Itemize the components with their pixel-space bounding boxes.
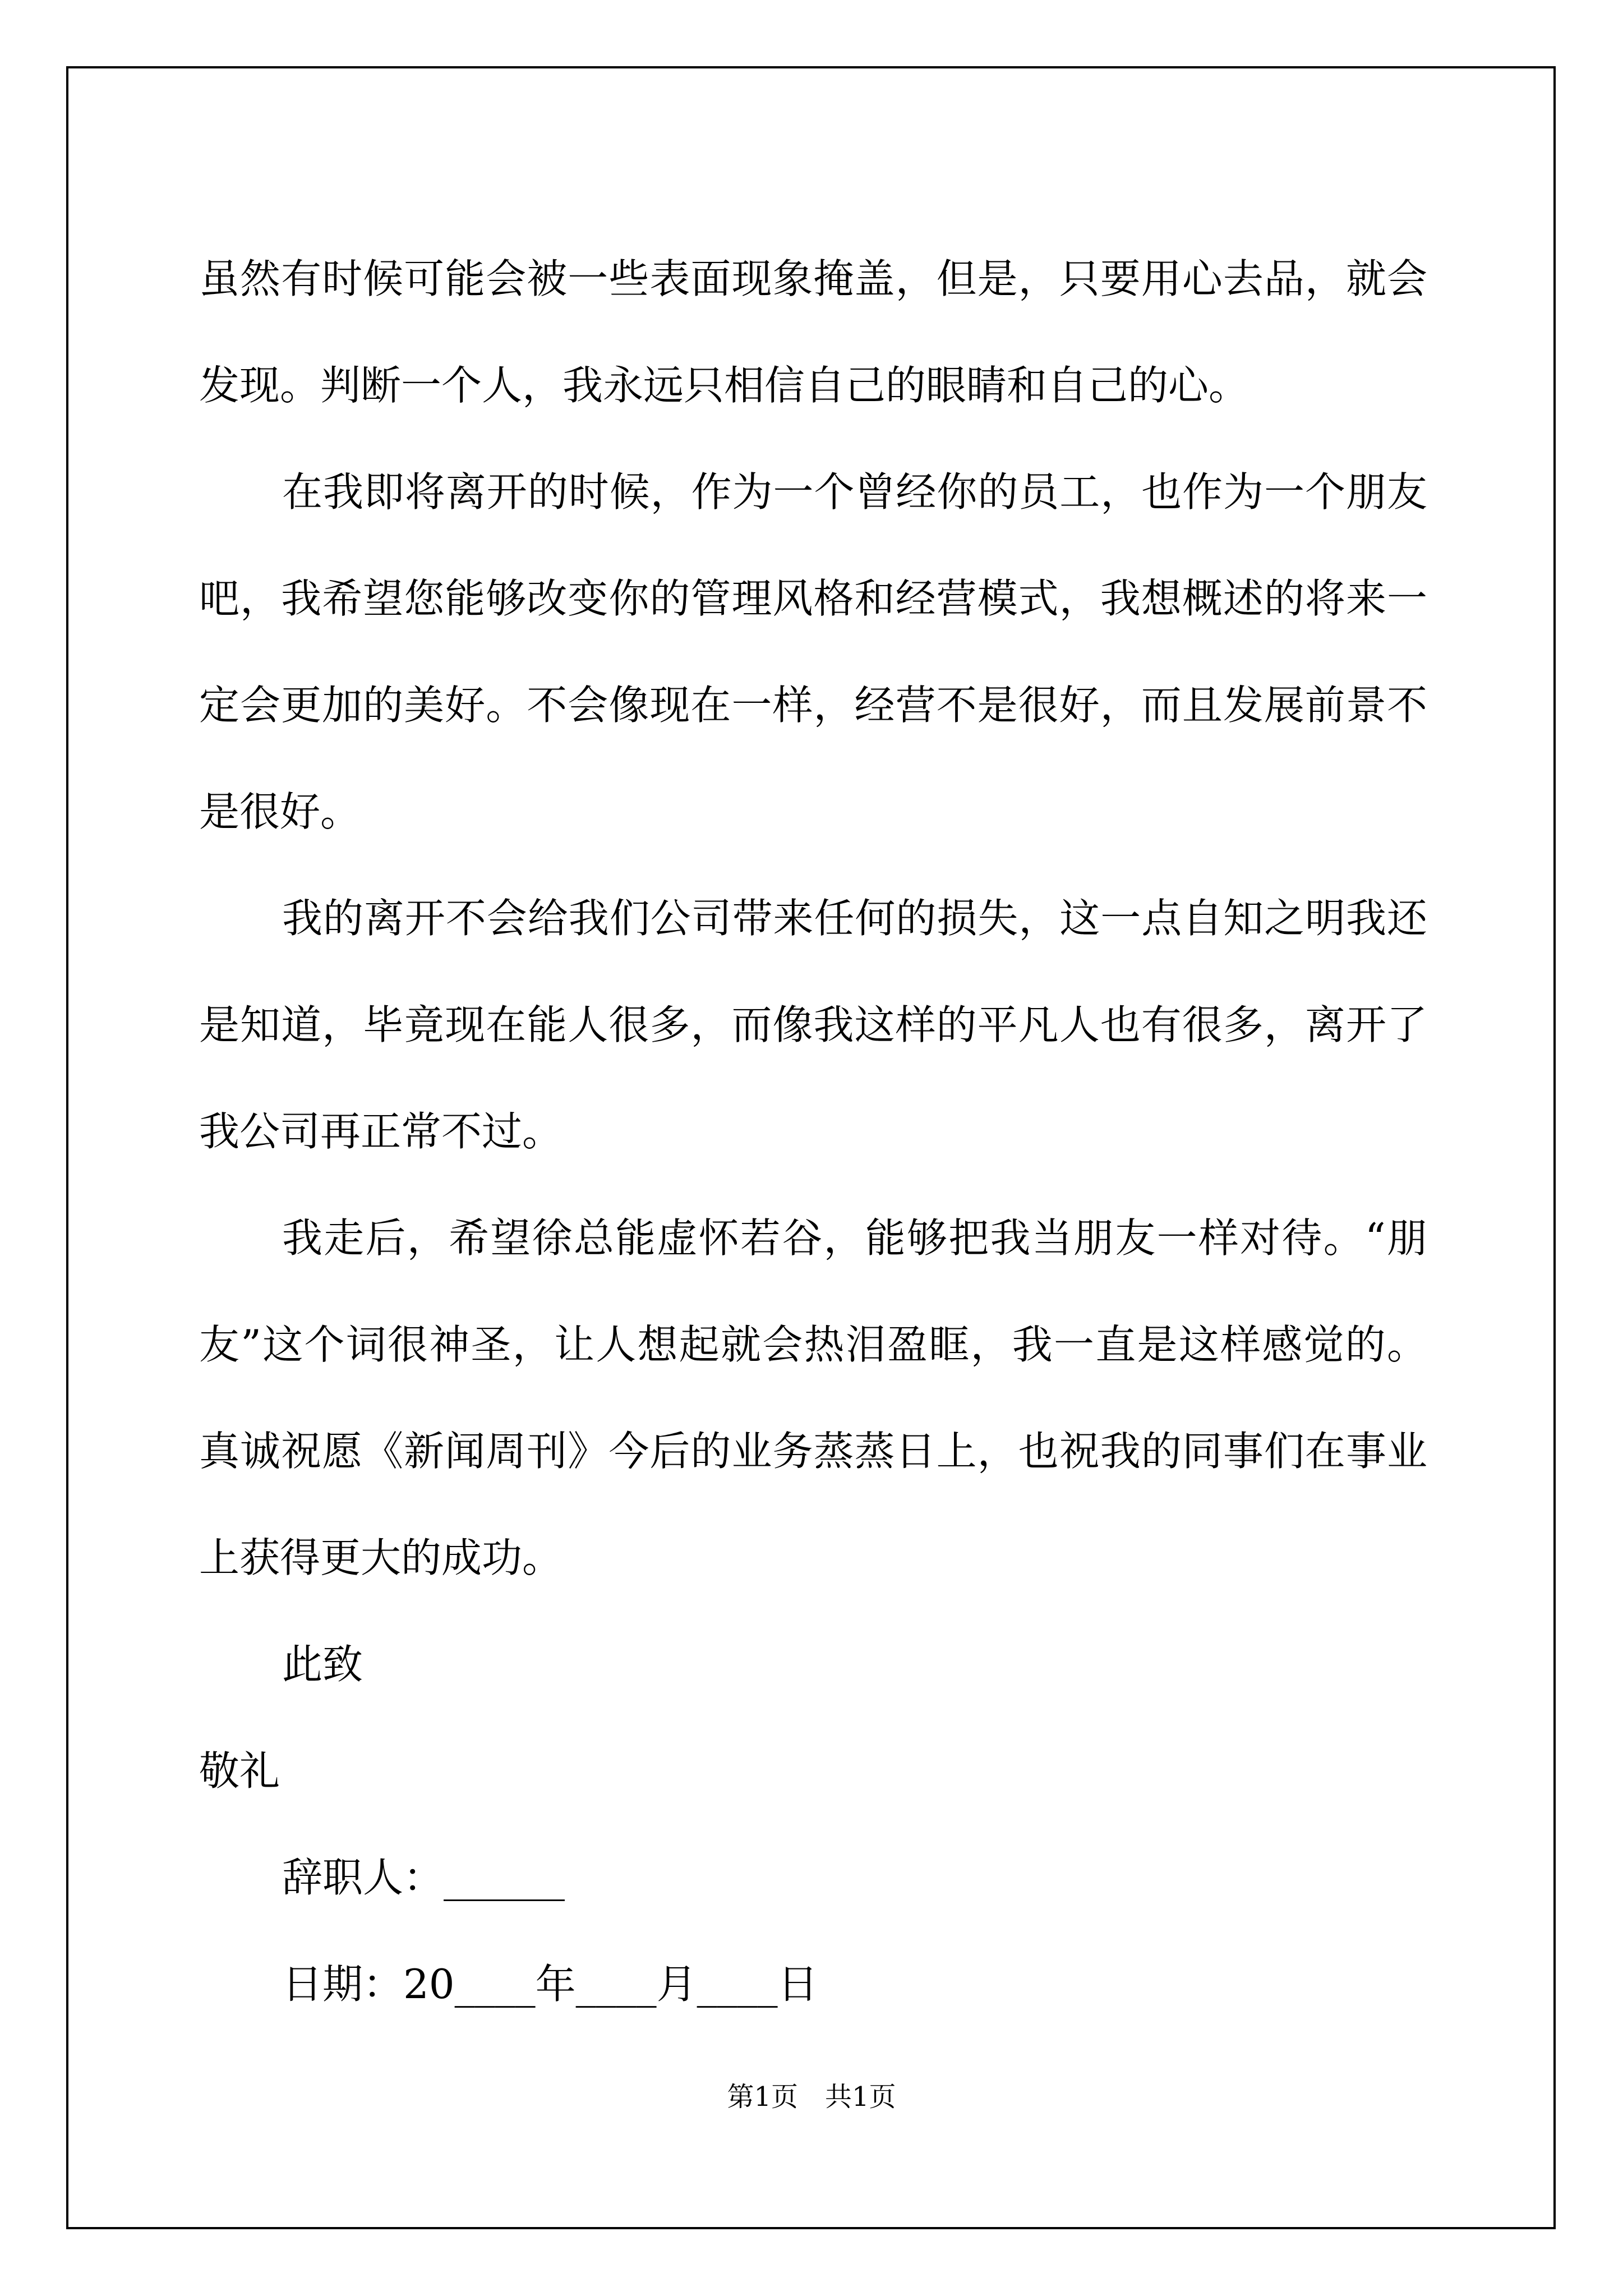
text-line: 发现。判断一个人，我永远只相信自己的眼睛和自己的心。: [199, 362, 1249, 409]
page-total: 共1页: [825, 2081, 896, 2113]
date-line: 日期：20____年____月____日: [282, 1961, 818, 2008]
text-line: 上获得更大的成功。: [199, 1534, 563, 1581]
text-line: 我公司再正常不过。: [199, 1108, 563, 1155]
text-line: 是很好。: [199, 788, 361, 835]
text-line: 虽然有时候可能会被一些表面现象掩盖，但是，只要用心去品，就会: [199, 255, 1427, 302]
page-number: 第1页: [727, 2081, 798, 2113]
text-line: 是知道，毕竟现在能人很多，而像我这样的平凡人也有很多，离开了: [199, 1001, 1427, 1048]
text-line: 友”这个词很神圣，让人想起就会热泪盈眶，我一直是这样感觉的。: [199, 1321, 1427, 1368]
closing-regards: 敬礼: [199, 1747, 280, 1795]
signature-line: 辞职人：______: [282, 1854, 565, 1901]
text-line: 真诚祝愿《新闻周刊》今后的业务蒸蒸日上，也祝我的同事们在事业: [199, 1428, 1427, 1475]
paragraph-start-line: 在我即将离开的时候，作为一个曾经你的员工，也作为一个朋友: [282, 468, 1427, 516]
letter-body: [199, 210, 1427, 2063]
closing-salutation: 此致: [282, 1641, 363, 1688]
text-line: 吧，我希望您能够改变你的管理风格和经营模式，我想概述的将来一: [199, 575, 1427, 622]
paragraph-start-line: 我的离开不会给我们公司带来任何的损失，这一点自知之明我还: [282, 895, 1427, 942]
page-footer: [0, 2080, 1623, 2114]
paragraph-start-line: 我走后，希望徐总能虚怀若谷，能够把我当朋友一样对待。“朋: [282, 1214, 1427, 1262]
text-line: 定会更加的美好。不会像现在一样，经营不是很好，而且发展前景不: [199, 682, 1427, 729]
